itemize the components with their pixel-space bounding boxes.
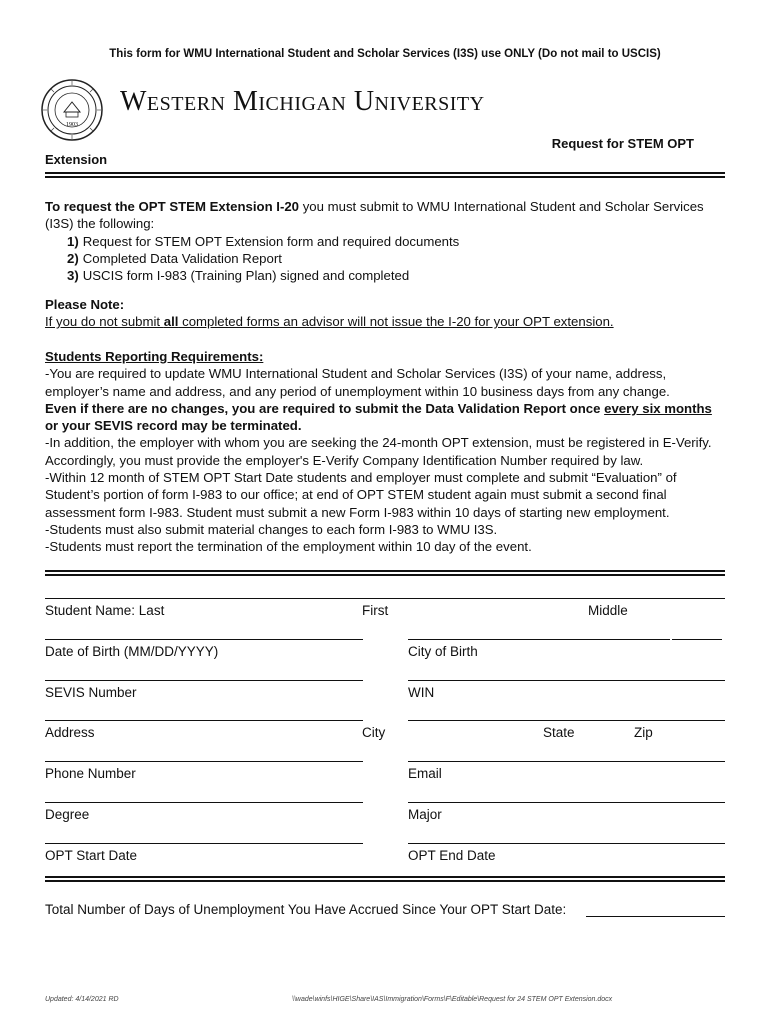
opt-dates-input-line[interactable] <box>45 876 725 882</box>
unemployment-days-input[interactable] <box>586 916 725 917</box>
phone-input[interactable] <box>45 802 363 803</box>
intro-section <box>45 198 725 284</box>
note-text-a: If you do not submit <box>45 314 164 330</box>
email-input[interactable] <box>408 802 725 803</box>
reporting-bold-b: every six months <box>604 400 712 416</box>
list-item-number: 2) <box>67 250 79 266</box>
first-name-input[interactable] <box>408 639 670 640</box>
sevis-input[interactable] <box>45 720 363 721</box>
university-name <box>120 86 485 118</box>
intro-lead-rest: you must submit to WMU International Student and Scholar Services (I3S) the following: <box>45 199 704 232</box>
unemployment-days-label: Total Number of Days of Unemployment You Have Accrued Since Your OPT Start Date: <box>45 902 567 917</box>
major-input[interactable] <box>408 843 725 844</box>
header-divider <box>45 172 725 178</box>
reporting-bold-a: Even if there are no changes, you are required to submit the Data Validation Report once <box>45 400 605 416</box>
seal-year: 1903 <box>66 122 78 128</box>
opt-start-label: OPT Start Date <box>45 848 138 863</box>
updated-date: Updated: 4/14/2021 RD <box>45 996 119 1003</box>
email-label: Email <box>408 766 442 781</box>
sevis-label: SEVIS Number <box>45 685 137 700</box>
requirements-list <box>67 233 725 285</box>
reporting-line: -Students must report the termination of the employment within 10 day of the event. <box>45 539 532 555</box>
address-input[interactable] <box>45 761 363 762</box>
student-last-name-label: Student Name: Last <box>45 603 165 618</box>
list-item-number: 3) <box>67 268 79 284</box>
reporting-section <box>45 348 725 556</box>
note-text-bold: all <box>163 314 179 330</box>
list-item-text: USCIS form I-983 (Training Plan) signed and completed <box>82 268 410 284</box>
reporting-line: -Within 12 month of STEM OPT Start Date students and employer must complete and submit “Evaluation” of Student’s portion of form I-983 to our office; at end of OPT STEM student again must submit a second final assessment form I-983. Student must submit a new Form I-983 within 10 days of starting new employment. <box>45 470 677 520</box>
form-divider <box>45 570 725 576</box>
university-name-text: Western Michigan University <box>120 86 485 117</box>
university-seal-icon <box>40 78 104 142</box>
reporting-line: -You are required to update WMU International Student and Scholar Services (I3S) of your name, address, employer’s name and address, and any period of unemployment within 10 business days from any change. <box>45 366 670 399</box>
phone-label: Phone Number <box>45 766 136 781</box>
intro-paragraph <box>45 198 725 233</box>
list-item <box>67 267 725 284</box>
reporting-bold-line <box>45 400 725 435</box>
intro-lead-bold: To request the OPT STEM Extension I-20 <box>45 199 300 214</box>
win-input[interactable] <box>408 720 725 721</box>
reporting-heading: Students Reporting Requirements: <box>45 349 264 364</box>
file-path: \\wade\winfs\HIGE\Share\IAS\Immigration\Forms\F\Editable\Request for 24 STEM OPT Extension.docx <box>292 996 613 1003</box>
list-item <box>67 250 725 267</box>
form-title-continued: Extension <box>45 152 108 167</box>
middle-name-label: Middle <box>588 603 628 618</box>
form-title: Request for STEM OPT <box>551 136 694 151</box>
note-text-b: completed forms an advisor will not issue the I-20 for your OPT extension. <box>178 314 614 330</box>
middle-name-input[interactable] <box>672 639 722 640</box>
degree-input[interactable] <box>45 843 363 844</box>
top-note: This form for WMU International Student and Scholar Services (I3S) use ONLY (Do not mail to USCIS) <box>109 48 661 60</box>
opt-end-label: OPT End Date <box>408 848 496 863</box>
city-of-birth-input[interactable] <box>408 680 725 681</box>
note-heading: Please Note: <box>45 297 125 312</box>
first-name-label: First <box>362 603 389 618</box>
dob-label: Date of Birth (MM/DD/YYYY) <box>45 644 219 659</box>
reporting-line: -Students must also submit material changes to each form I-983 to WMU I3S. <box>45 521 498 537</box>
dob-input[interactable] <box>45 680 363 681</box>
city-of-birth-label: City of Birth <box>408 644 478 659</box>
name-top-line <box>45 598 725 599</box>
city-state-zip-input[interactable] <box>408 761 725 762</box>
last-name-input[interactable] <box>45 639 363 640</box>
city-label: City <box>362 725 386 740</box>
list-item-text: Completed Data Validation Report <box>82 250 282 266</box>
list-item <box>67 233 725 250</box>
note-section <box>45 296 725 331</box>
reporting-line: -In addition, the employer with whom you are seeking the 24-month OPT extension, must be registered in E-Verify. Accordingly, you must provide the employer's E-Verify Company Identification Number required by law. <box>45 435 712 468</box>
major-label: Major <box>408 807 442 822</box>
zip-label: Zip <box>634 725 653 740</box>
reporting-bold-c: or your SEVIS record may be terminated. <box>45 418 302 434</box>
note-text <box>45 313 725 330</box>
win-label: WIN <box>408 685 435 700</box>
degree-label: Degree <box>45 807 90 822</box>
list-item-text: Request for STEM OPT Extension form and required documents <box>82 233 460 249</box>
state-label: State <box>543 725 575 740</box>
address-label: Address <box>45 725 95 740</box>
list-item-number: 1) <box>67 233 79 249</box>
